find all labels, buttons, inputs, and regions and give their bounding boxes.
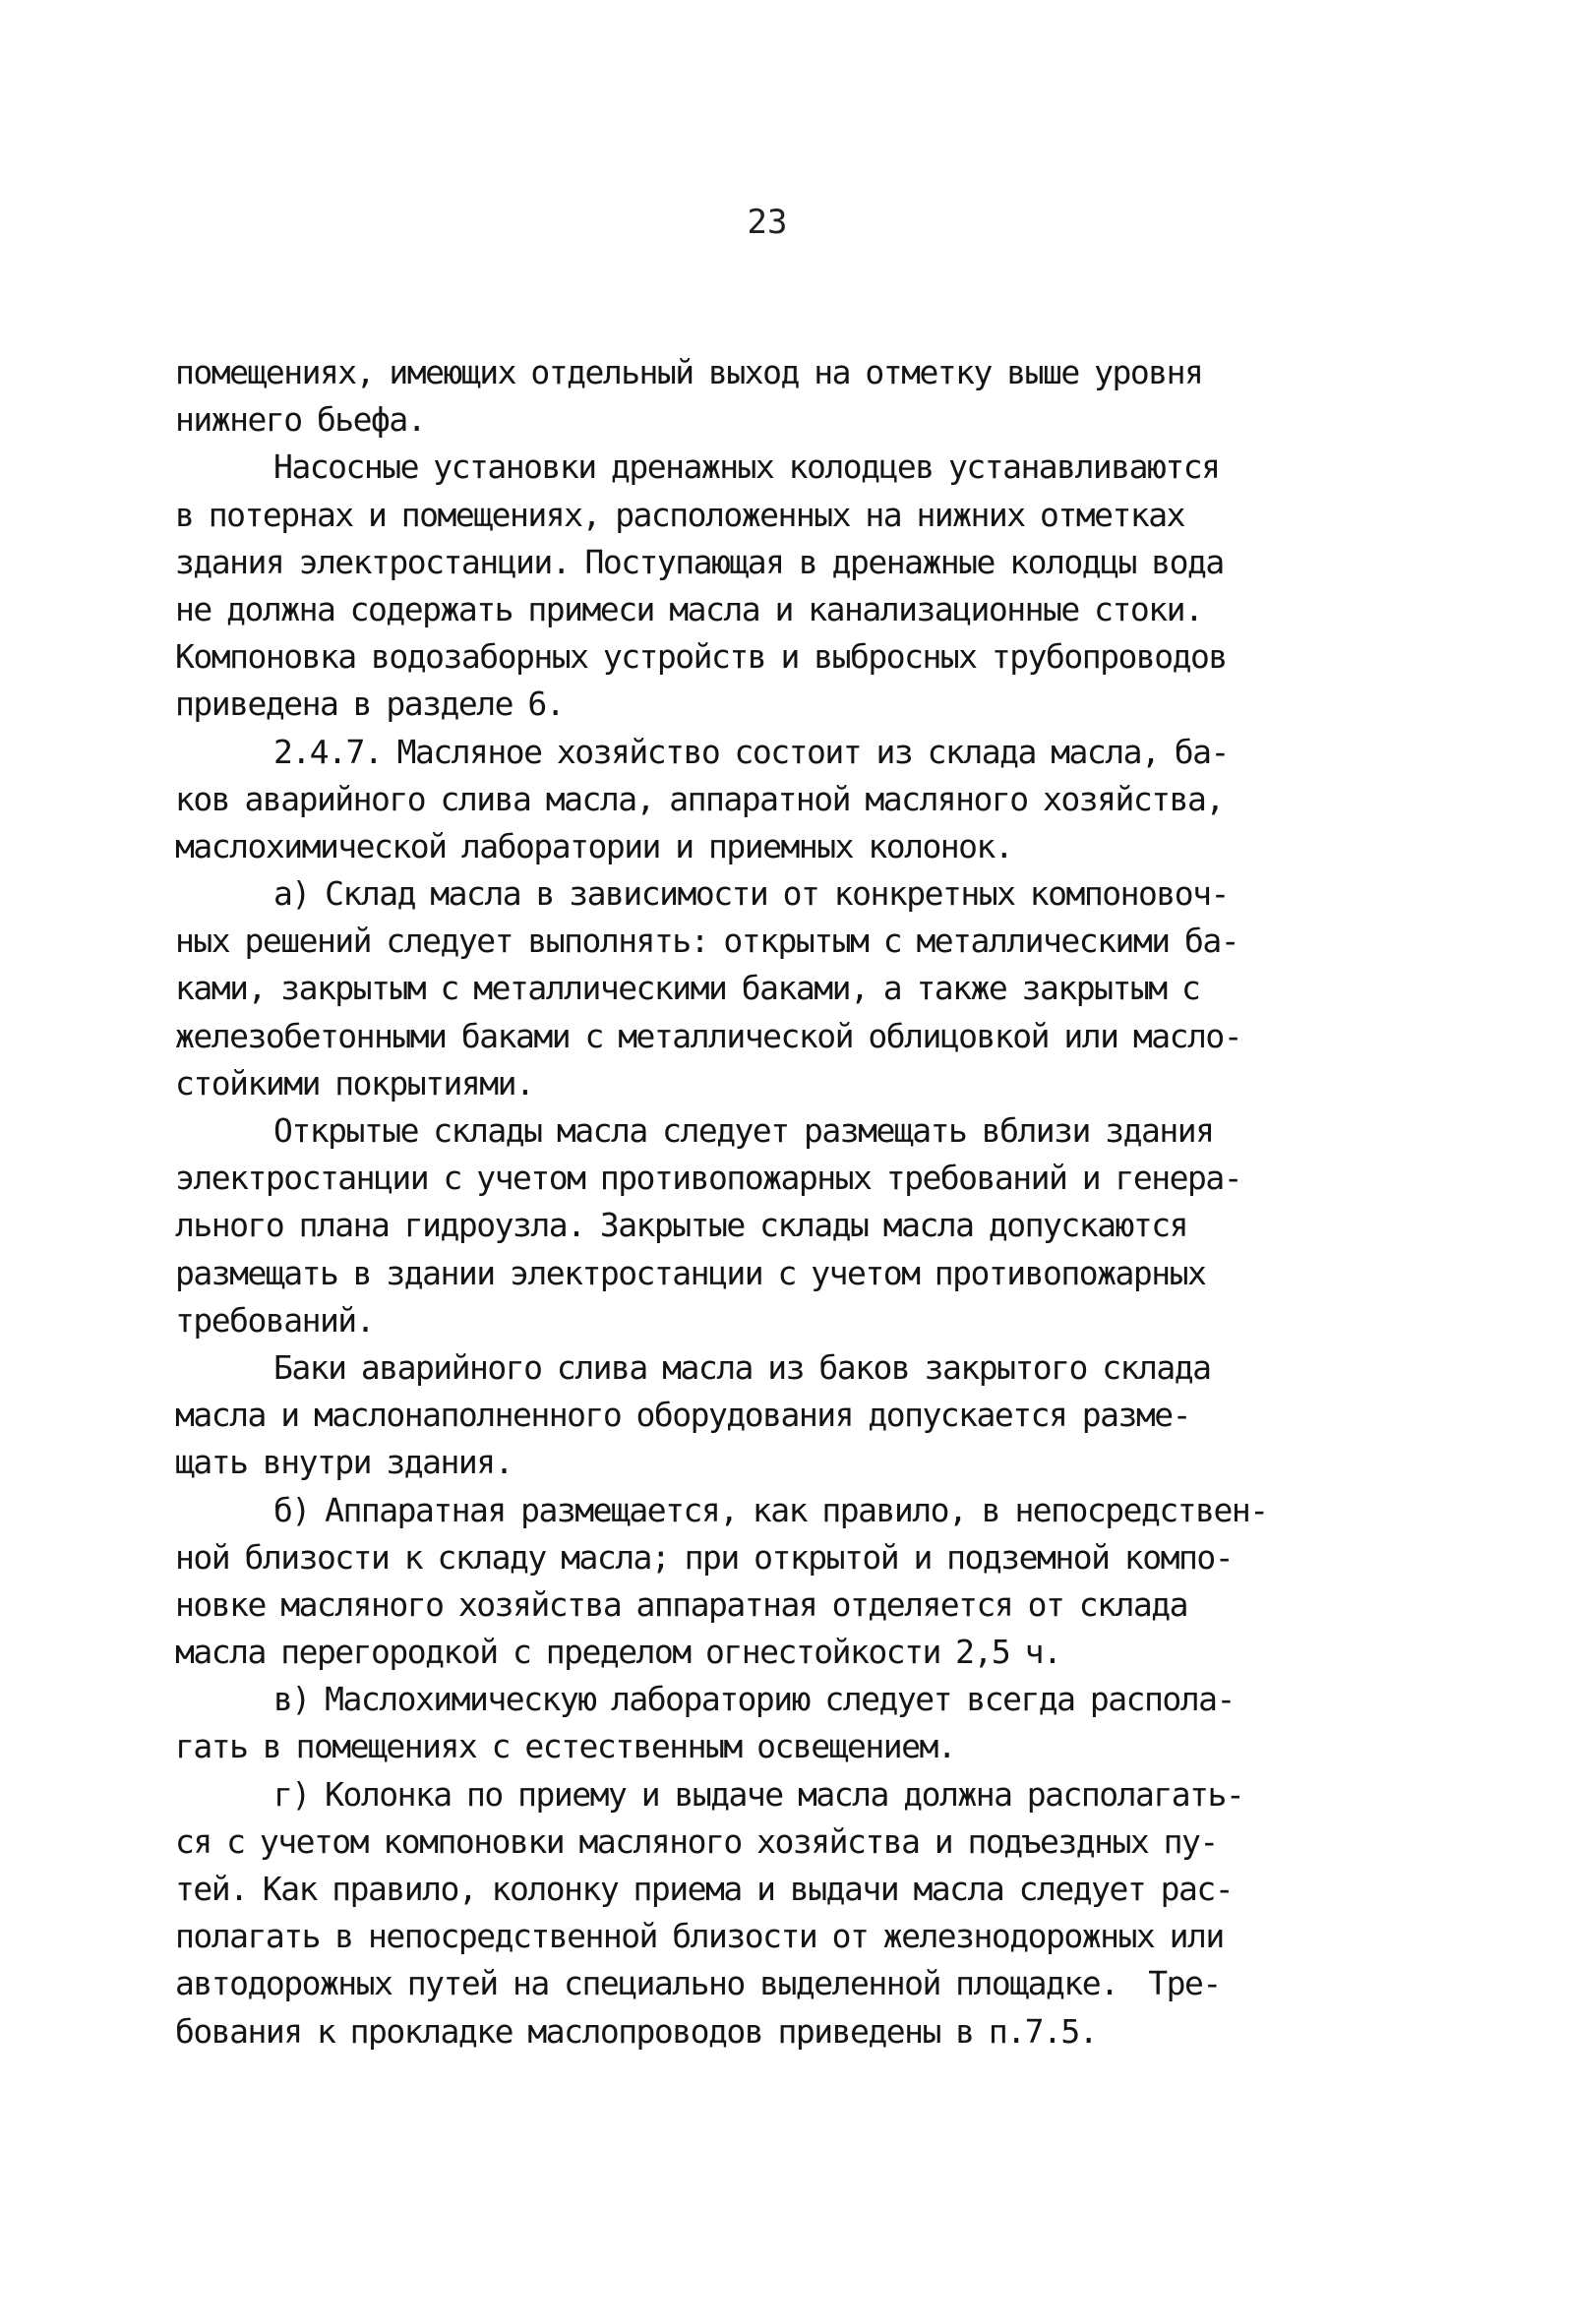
text-line: Насосные установки дренажных колодцев устанавливаются [273, 447, 1220, 487]
text-line: полагать в непосредственной близости от железнодорожных или [175, 1917, 1224, 1956]
text-line: новке масляного хозяйства аппаратная отделяется от склада [175, 1584, 1187, 1624]
text-line: бования к прокладке маслопроводов приведены в п.7.5. [175, 2011, 1098, 2051]
text-line: г) Колонка по приему и выдаче масла должна располагать- [273, 1774, 1244, 1814]
text-line: 2.4.7. Масляное хозяйство состоит из склада масла, ба- [273, 732, 1229, 771]
text-line: гать в помещениях с естественным освещением. [175, 1727, 956, 1766]
text-line: а) Склад масла в зависимости от конкретных компоновоч- [273, 874, 1229, 914]
text-line: масла и маслонаполненного оборудования допускается разме- [175, 1396, 1190, 1435]
text-line: здания электростанции. Поступающая в дренажные колодцы вода [175, 542, 1224, 581]
text-line: тей. Как правило, колонку приема и выдачи масла следует рас- [175, 1870, 1234, 1908]
page-number: 23 [747, 203, 788, 242]
text-line: помещениях, имеющих отдельный выход на отметку выше уровня [175, 353, 1203, 391]
text-line: льного плана гидроузла. Закрытые склады масла допускаются [175, 1206, 1187, 1245]
text-line: б) Аппаратная размещается, как правило, в непосредствен- [273, 1490, 1268, 1529]
text-line: в потернах и помещениях, расположенных на нижних отметках [175, 495, 1184, 534]
text-line: Баки аварийного слива масла из баков закрытого склада [273, 1347, 1211, 1387]
text-line: стойкими покрытиями. [175, 1063, 534, 1102]
text-line: приведена в разделе 6. [175, 685, 565, 724]
text-line: железобетонными баками с металлической облицовкой или масло- [175, 1016, 1242, 1055]
text-line: маслохимической лаборатории и приемных колонок. [175, 826, 1013, 865]
text-line: не должна содержать примеси масла и канализационные стоки. [175, 589, 1203, 628]
text-line: ками, закрытым с металлическими баками, а также закрытым с [175, 969, 1200, 1008]
text-line: в) Маслохимическую лабораторию следует всегда распола- [273, 1680, 1235, 1719]
text-line: Компоновка водозаборных устройств и выбросных трубопроводов [175, 637, 1227, 677]
text-line: ков аварийного слива масла, аппаратной масляного хозяйства, [175, 779, 1224, 818]
text-line: электростанции с учетом противопожарных требований и генера- [175, 1159, 1242, 1198]
text-line: ных решений следует выполнять: открытым с металлическими ба- [175, 922, 1239, 961]
body-text [175, 349, 1400, 2056]
text-line: требований. [175, 1300, 375, 1340]
text-line: размещать в здании электростанции с учетом противопожарных [175, 1253, 1206, 1292]
text-line: нижнего бьефа. [175, 400, 426, 440]
text-line: щать внутри здания. [175, 1443, 513, 1482]
text-line: масла перегородкой с пределом огнестойкости 2,5 ч. [175, 1633, 1061, 1672]
text-line: ся с учетом компоновки масляного хозяйства и подъездных пу- [175, 1821, 1218, 1861]
text-line: ной близости к складу масла; при открытой и подземной компо- [175, 1537, 1234, 1577]
text-line: Открытые склады масла следует размещать вблизи здания [273, 1111, 1214, 1150]
text-line: автодорожных путей на специально выделенной площадке. Тре- [175, 1964, 1221, 2003]
